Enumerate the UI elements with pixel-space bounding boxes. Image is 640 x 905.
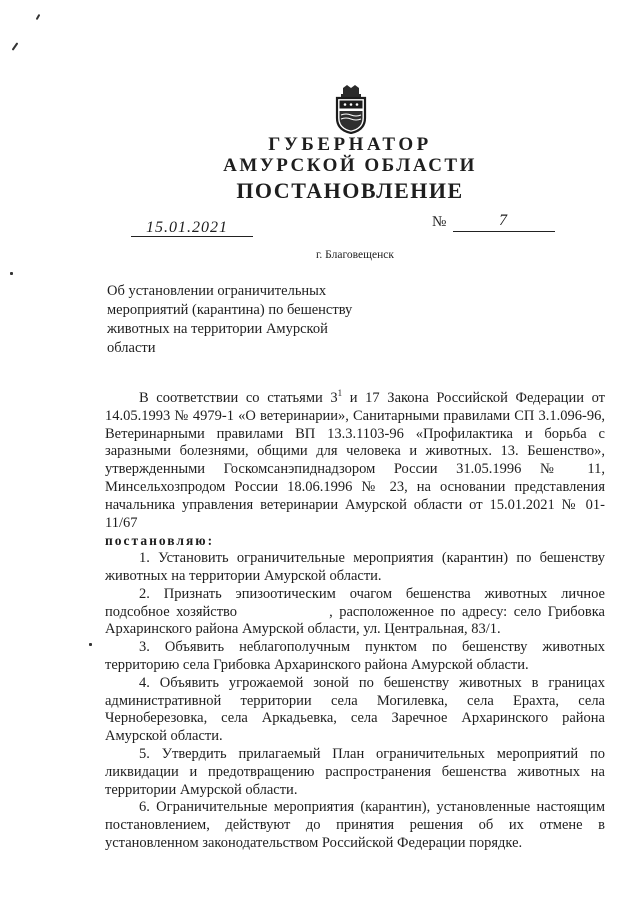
scan-mark xyxy=(36,14,41,20)
governor-title: ГУБЕРНАТОР xyxy=(268,134,432,155)
scan-mark xyxy=(12,42,19,51)
article-superscript: 1 xyxy=(337,388,343,399)
clause-1: 1. Установить ограничительные мероприятия (карантин) по бешенству животных на территории Амурской области. xyxy=(105,550,605,584)
resolve-heading: постановляю: xyxy=(105,533,215,549)
clause-4: 4. Объявить угрожаемой зоной по бешенству животных в границах административной территории села Могилевка, села Ерахта, села Чернoберезовка, села Аркадьевка, села Заречное Архаринского района Амурской области. xyxy=(105,674,605,745)
number-underline xyxy=(453,231,555,232)
document-number: 7 xyxy=(499,212,507,229)
document-body xyxy=(105,390,605,853)
number-label: № xyxy=(432,214,447,230)
document-subject: Об установлении ограничительных мероприятий (карантина) по бешенству животных на территории Амурской области xyxy=(107,283,353,356)
clause-2 xyxy=(105,586,605,639)
region-title: АМУРСКОЙ ОБЛАСТИ xyxy=(223,155,477,176)
clause-5: 5. Утвердить прилагаемый План ограничительных мероприятий по ликвидации и предотвращению распространения бешенства животных на территории Амурской области. xyxy=(105,745,605,798)
date-underline xyxy=(131,236,253,237)
scan-mark xyxy=(10,272,13,275)
coat-of-arms-icon xyxy=(331,84,371,134)
preamble-paragraph xyxy=(105,390,605,532)
preamble-rest: и 17 Закона Российской Федерации от 14.05.1993 № 4979-1 «О ветеринарии», Санитарными правилами СП 3.1.096-96, Ветеринарными правилами ВП 13.3.1103-96 «Профилактика и борьба с заразными болезнями, общими для человека и животных. 13. Бешенство», утвержденными Госкомсанэпиднадзором России 31.05.1996 № 11, Минсельхозпродом России 18.06.1996 № 23, на основании представления начальника управления ветеринарии Амурской области от 15.01.2021 № 01-11/67 xyxy=(105,390,605,531)
city-of-issue: г. Благовещенск xyxy=(316,249,394,261)
document-date: 15.01.2021 xyxy=(146,219,228,236)
clause-2-end: , расположенное по адресу: село Грибовка Архаринского района Амурской области, ул. Центральная, 83/1. xyxy=(105,603,605,638)
document-type-title: ПОСТАНОВЛЕНИЕ xyxy=(236,178,464,203)
scan-mark xyxy=(89,643,92,646)
clause-2-start: 2. Признать эпизоотическим очагом бешенства животных личное подсобное хозяйство xyxy=(105,585,605,620)
preamble-start: В соответствии со статьями 3 xyxy=(139,390,338,406)
clause-6: 6. Ограничительные мероприятия (карантин), установленные настоящим постановлением, действуют до принятия решения об их отмене в установленном законодательством Российской Федерации порядке. xyxy=(105,799,605,851)
clause-3: 3. Объявить неблагополучным пунктом по бешенству животных территорию села Грибовка Архаринского района Амурской области. xyxy=(105,639,605,673)
